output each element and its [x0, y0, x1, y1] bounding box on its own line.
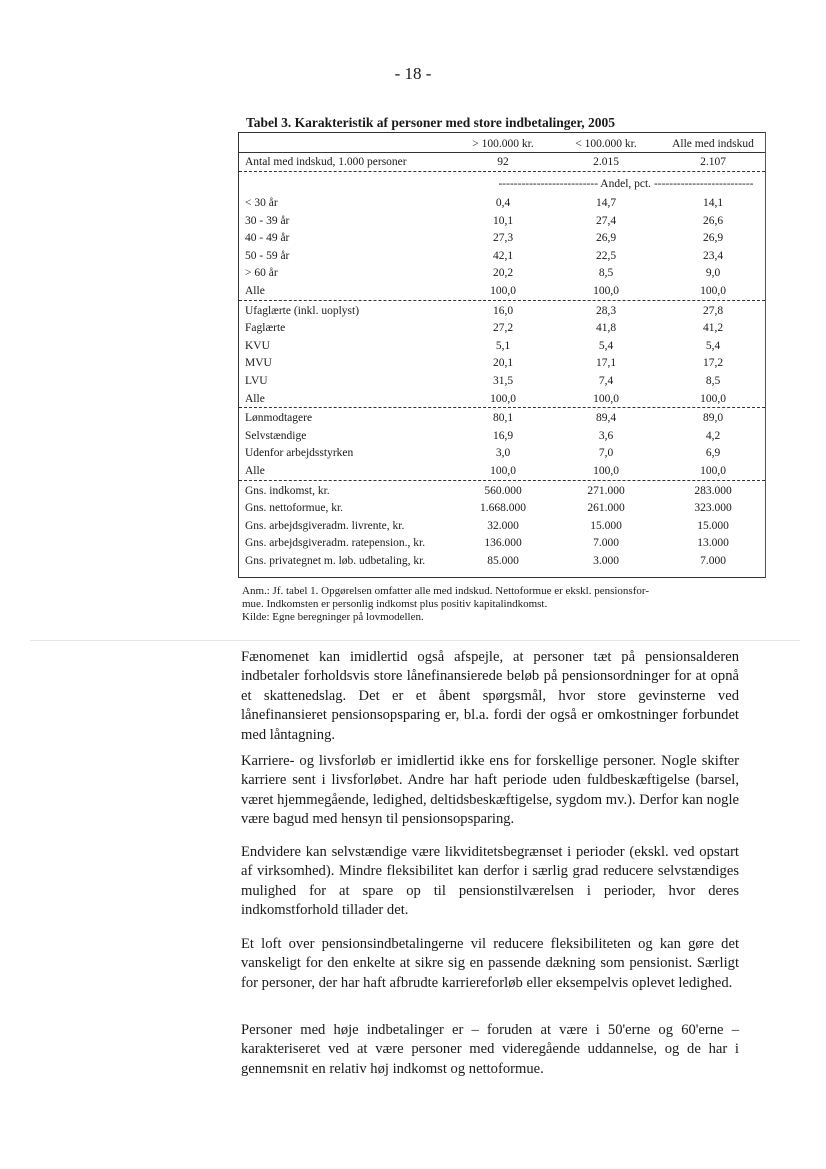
- table-note: [242, 585, 772, 624]
- cell: 100,0: [490, 392, 516, 405]
- data-table: [238, 132, 766, 578]
- cell: 100,0: [490, 465, 516, 477]
- note-line: mue. Indkomsten er personlig indkomst plus positiv kapitalindkomst.: [242, 598, 548, 610]
- cell: 100,0: [700, 392, 726, 405]
- header-rule: [239, 152, 765, 153]
- table-row: [239, 373, 765, 390]
- cell: 17,2: [702, 357, 724, 370]
- cell: 16,0: [492, 304, 514, 317]
- cell: 8,5: [705, 375, 721, 387]
- cell: 136.000: [484, 537, 522, 550]
- row-label: Alle: [245, 285, 265, 297]
- cell: 1.668.000: [480, 502, 526, 515]
- subheader-label: Andel, pct.: [600, 178, 652, 190]
- table-row: [239, 213, 765, 230]
- cell: 100,0: [593, 285, 619, 297]
- table-row: [239, 283, 765, 300]
- row-label: Alle: [245, 392, 265, 405]
- row-label: < 30 år: [245, 197, 278, 209]
- cell: 100,0: [593, 465, 619, 477]
- row-label: MVU: [245, 357, 272, 370]
- row-label: Faglærte: [245, 322, 286, 335]
- row-label: 30 - 39 år: [245, 214, 290, 227]
- cell: 27,2: [492, 322, 514, 335]
- cell: 5,1: [495, 339, 511, 352]
- cell: 100,0: [700, 465, 726, 477]
- cell: 26,9: [595, 232, 617, 245]
- cell: 3,0: [495, 447, 511, 460]
- cell: 17,1: [595, 357, 617, 370]
- scan-smudge: [30, 640, 800, 641]
- cell: 0,4: [495, 197, 511, 209]
- cell: 560.000: [484, 484, 522, 497]
- cell: 15.000: [697, 519, 729, 532]
- subheader: -------------------------- Andel, pct. --------------------------: [498, 178, 754, 190]
- cell: 22,5: [595, 249, 617, 262]
- table-row: [239, 265, 765, 282]
- row-label: Antal med indskud, 1.000 personer: [245, 156, 407, 168]
- cell: 16,9: [492, 429, 514, 442]
- row-label: Selvstændige: [245, 429, 307, 442]
- cell: 42,1: [492, 249, 514, 262]
- cell: 323.000: [694, 502, 732, 515]
- table-row: [239, 230, 765, 247]
- row-label: KVU: [245, 339, 270, 352]
- cell: 10,1: [492, 214, 514, 227]
- cell: 28,3: [595, 304, 617, 317]
- table-row: [239, 320, 765, 337]
- cell: 14,7: [595, 197, 617, 209]
- cell: 2.107: [700, 156, 726, 168]
- row-label: > 60 år: [245, 267, 278, 280]
- cell: 26,9: [702, 232, 724, 245]
- cell: 7,0: [598, 447, 614, 460]
- cell: 6,9: [705, 447, 721, 460]
- table-row: [239, 500, 765, 517]
- paragraph: Karriere- og livsforløb er imidlertid ikke ens for forskellige personer. Nogle skifter karriere sent i livsforløbet. Andre har haft periode uden fuldbeskæftigelse (barsel, været hjemmegående, ledighed, deltidsbeskæftigelse, sygdom mv.). Derfor kan nogle være bagud med hensyn til pensionsopsparing.: [241, 753, 739, 828]
- cell: 3.000: [593, 555, 619, 567]
- cell: 283.000: [694, 484, 732, 497]
- note-line: Anm.: Jf. tabel 1. Opgørelsen omfatter alle med indskud. Nettoformue er ekskl. pensionsfor-: [242, 585, 649, 597]
- row-separator: [239, 407, 765, 408]
- table-row: [239, 518, 765, 535]
- table-row: [239, 445, 765, 462]
- paragraph: Personer med høje indbetalinger er – foruden at være i 50'erne og 60'erne – karakteriseret ved at være personer med videregående uddannelse, og de har i gennemsnit en relativ høj indkomst og nettoformue.: [241, 1022, 739, 1077]
- cell: 7.000: [593, 537, 619, 550]
- cell: 92: [497, 156, 509, 168]
- cell: 89,4: [595, 412, 617, 425]
- cell: 7.000: [700, 555, 726, 567]
- row-label: Gns. indkomst, kr.: [245, 484, 330, 497]
- cell: 23,4: [702, 249, 724, 262]
- cell: 4,2: [705, 429, 721, 442]
- table-row: [239, 338, 765, 355]
- cell: 27,4: [595, 214, 617, 227]
- row-separator: [239, 171, 765, 172]
- cell: 27,3: [492, 232, 514, 245]
- cell: 3,6: [598, 429, 614, 442]
- table-row: [239, 535, 765, 552]
- cell: 13.000: [697, 537, 729, 550]
- row-separator: [239, 480, 765, 481]
- cell: 8,5: [598, 267, 614, 280]
- cell: 32.000: [487, 519, 519, 532]
- table-row: [239, 410, 765, 427]
- row-label: Alle: [245, 465, 265, 477]
- cell: 261.000: [587, 502, 625, 515]
- cell: 5,4: [598, 339, 614, 352]
- table-row: [239, 195, 765, 212]
- cell: 271.000: [587, 484, 625, 497]
- page-number: - 18 -: [394, 64, 432, 83]
- paragraph: Fænomenet kan imidlertid også afspejle, at personer tæt på pensionsalderen indbetaler forholdsvis store lånefinansierede beløb på pensionsordninger for at opnå et skattenedslag. Det er et åbent spørgsmål, hvor store gevinsterne ved lånefinansieret pensionsopsparing er, bl.a. fordi der også er omkostninger forbundet med låntagning.: [241, 649, 739, 743]
- table-title: Tabel 3. Karakteristik af personer med store indbetalinger, 2005: [246, 115, 615, 130]
- cell: 7,4: [598, 375, 614, 387]
- cell: 2.015: [593, 156, 619, 168]
- cell: 9,0: [705, 267, 721, 280]
- table-header-row: [239, 136, 765, 153]
- row-separator: [239, 300, 765, 301]
- table-row: [239, 553, 765, 570]
- table-row: [239, 303, 765, 320]
- table-row: [239, 428, 765, 445]
- cell: 20,2: [492, 267, 514, 280]
- cell: 20,1: [492, 357, 514, 370]
- table-row: [239, 483, 765, 500]
- row-label: Gns. arbejdsgiveradm. livrente, kr.: [245, 519, 405, 532]
- cell: 14,1: [702, 197, 724, 209]
- column-header: < 100.000 kr.: [575, 138, 637, 150]
- cell: 100,0: [700, 285, 726, 297]
- row-label: Udenfor arbejdsstyrken: [245, 447, 354, 460]
- row-label: 50 - 59 år: [245, 249, 290, 262]
- cell: 89,0: [702, 412, 724, 425]
- table-row: [239, 463, 765, 480]
- cell: 100,0: [593, 392, 619, 405]
- row-label: LVU: [245, 375, 268, 387]
- cell: 41,2: [702, 322, 724, 335]
- cell: 5,4: [705, 339, 721, 352]
- count-row: [239, 154, 765, 171]
- column-header: > 100.000 kr.: [472, 138, 534, 150]
- table-row: [239, 355, 765, 372]
- paragraph: Et loft over pensionsindbetalingerne vil reducere fleksibiliteten og kan gøre det vanskeligt for den enkelte at sikre sig en passende dækning som pensionist. Særligt for personer, der har haft afbrudte karriereforløb eller eksempelvis oplevet ledighed.: [241, 936, 739, 991]
- paragraph: Endvidere kan selvstændige være likviditetsbegrænset i perioder (ekskl. ved opstart af virksomhed). Mindre fleksibilitet kan derfor i særlig grad reducere selvstændiges mulighed for at spare op til pensionstilværelsen i perioder, hvor deres indkomstforhold tillader det.: [241, 844, 739, 919]
- cell: 31,5: [492, 375, 514, 387]
- cell: 100,0: [490, 285, 516, 297]
- row-label: Ufaglærte (inkl. uoplyst): [245, 304, 360, 317]
- table-row: [239, 391, 765, 408]
- row-label: Lønmodtagere: [245, 412, 313, 425]
- cell: 85.000: [487, 555, 519, 567]
- cell: 26,6: [702, 214, 724, 227]
- row-label: Gns. arbejdsgiveradm. ratepension., kr.: [245, 537, 426, 550]
- row-label: 40 - 49 år: [245, 232, 290, 245]
- column-header: Alle med indskud: [672, 138, 754, 150]
- cell: 15.000: [590, 519, 622, 532]
- row-label: Gns. nettoformue, kr.: [245, 502, 344, 515]
- note-line: Kilde: Egne beregninger på lovmodellen.: [242, 611, 424, 623]
- cell: 41,8: [595, 322, 617, 335]
- cell: 27,8: [702, 304, 724, 317]
- row-label: Gns. privategnet m. løb. udbetaling, kr.: [245, 555, 426, 567]
- table-row: [239, 248, 765, 265]
- cell: 80,1: [492, 412, 514, 425]
